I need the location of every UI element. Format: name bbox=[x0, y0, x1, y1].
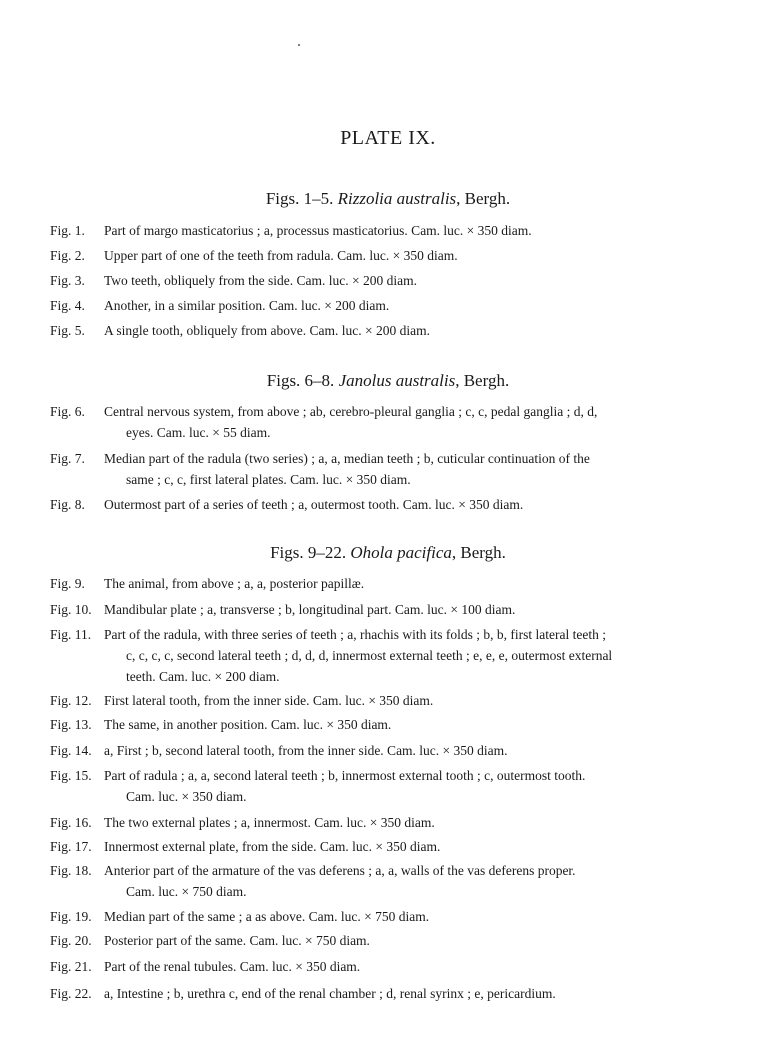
fig-label: Fig. 12. bbox=[50, 693, 92, 708]
caption-line: Anterior part of the armature of the vas deferens ; a, a, walls of the vas deferens proper. bbox=[104, 863, 576, 878]
caption-line: Part of radula ; a, a, second lateral teeth ; b, innermost external tooth ; c, outermost tooth. bbox=[104, 768, 586, 783]
caption-line: First lateral tooth, from the inner side. Cam. luc. × 350 diam. bbox=[104, 693, 434, 708]
fig-caption bbox=[50, 624, 718, 687]
caption-line: The two external plates ; a, innermost. Cam. luc. × 350 diam. bbox=[104, 815, 435, 830]
caption-line: Part of margo masticatorius ; a, processus masticatorius. Cam. luc. × 350 diam. bbox=[104, 223, 532, 238]
fig-caption bbox=[50, 714, 718, 735]
section-author: , Bergh. bbox=[456, 189, 511, 208]
fig-caption bbox=[50, 836, 718, 857]
caption-line: a, First ; b, second lateral tooth, from the inner side. Cam. luc. × 350 diam. bbox=[104, 743, 508, 758]
fig-caption bbox=[50, 690, 718, 711]
fig-entry-19 bbox=[50, 906, 718, 927]
fig-entry-1 bbox=[50, 220, 718, 241]
fig-label: Fig. 1. bbox=[50, 223, 85, 238]
fig-entry-16 bbox=[50, 812, 718, 833]
fig-entry-12 bbox=[50, 690, 718, 711]
species-name: Ohola pacifica bbox=[350, 543, 452, 562]
fig-entry-2 bbox=[50, 245, 718, 266]
fig-label: Fig. 9. bbox=[50, 576, 85, 591]
fig-label: Fig. 14. bbox=[50, 743, 92, 758]
section-author: , Bergh. bbox=[455, 371, 510, 390]
fig-caption bbox=[50, 860, 718, 902]
caption-line: The animal, from above ; a, a, posterior papillæ. bbox=[104, 576, 365, 591]
fig-entry-7 bbox=[50, 448, 718, 490]
fig-caption bbox=[50, 245, 718, 266]
caption-line: Posterior part of the same. Cam. luc. × 750 diam. bbox=[104, 933, 370, 948]
caption-line: eyes. Cam. luc. × 55 diam. bbox=[126, 425, 271, 440]
fig-caption bbox=[50, 448, 718, 490]
fig-caption bbox=[50, 573, 718, 594]
section-prefix: Figs. 1–5. bbox=[265, 189, 334, 208]
caption-line: Innermost external plate, from the side. Cam. luc. × 350 diam. bbox=[104, 839, 441, 854]
caption-line: Central nervous system, from above ; ab, cerebro-pleural ganglia ; c, c, pedal ganglia ; d, d, bbox=[104, 404, 598, 419]
caption-line: Another, in a similar position. Cam. luc. × 200 diam. bbox=[104, 298, 390, 313]
fig-entry-14 bbox=[50, 740, 718, 761]
fig-entry-5 bbox=[50, 320, 718, 341]
fig-caption bbox=[50, 765, 718, 807]
caption-line: Outermost part of a series of teeth ; a, outermost tooth. Cam. luc. × 350 diam. bbox=[104, 497, 524, 512]
fig-entry-21 bbox=[50, 956, 718, 977]
fig-entry-3 bbox=[50, 270, 718, 291]
fig-caption bbox=[50, 599, 718, 620]
fig-label: Fig. 17. bbox=[50, 839, 92, 854]
caption-line: Two teeth, obliquely from the side. Cam. luc. × 200 diam. bbox=[104, 273, 417, 288]
fig-caption bbox=[50, 401, 718, 443]
caption-line: a, Intestine ; b, urethra c, end of the renal chamber ; d, renal syrinx ; e, pericardium. bbox=[104, 986, 556, 1001]
fig-entry-15 bbox=[50, 765, 718, 807]
caption-line: Median part of the radula (two series) ; a, a, median teeth ; b, cuticular continuation of the bbox=[104, 451, 590, 466]
caption-line: teeth. Cam. luc. × 200 diam. bbox=[126, 669, 280, 684]
fig-label: Fig. 5. bbox=[50, 323, 85, 338]
caption-line: c, c, c, c, second lateral teeth ; d, d, d, innermost external teeth ; e, e, e, outermost external bbox=[126, 648, 613, 663]
fig-entry-8 bbox=[50, 494, 718, 515]
caption-line: Cam. luc. × 350 diam. bbox=[126, 789, 247, 804]
fig-label: Fig. 2. bbox=[50, 248, 85, 263]
section-author: , Bergh. bbox=[451, 543, 506, 562]
fig-label: Fig. 21. bbox=[50, 959, 92, 974]
fig-label: Fig. 19. bbox=[50, 909, 92, 924]
fig-entry-6 bbox=[50, 401, 718, 443]
fig-entry-10 bbox=[50, 599, 718, 620]
fig-caption bbox=[50, 220, 718, 241]
fig-caption bbox=[50, 295, 718, 316]
fig-label: Fig. 13. bbox=[50, 717, 92, 732]
fig-caption bbox=[50, 320, 718, 341]
species-name: Janolus australis bbox=[338, 371, 456, 390]
fig-label: Fig. 11. bbox=[50, 627, 92, 642]
fig-label: Fig. 8. bbox=[50, 497, 85, 512]
fig-label: Fig. 10. bbox=[50, 602, 92, 617]
fig-entry-22 bbox=[50, 983, 718, 1004]
species-name: Rizzolia australis bbox=[337, 189, 457, 208]
fig-label: Fig. 20. bbox=[50, 933, 92, 948]
caption-line: same ; c, c, first lateral plates. Cam. luc. × 350 diam. bbox=[126, 472, 411, 487]
plate-title: PLATE IX. bbox=[340, 127, 436, 149]
caption-line: The same, in another position. Cam. luc. × 350 diam. bbox=[104, 717, 392, 732]
fig-caption bbox=[50, 983, 718, 1004]
caption-line: Cam. luc. × 750 diam. bbox=[126, 884, 247, 899]
fig-entry-20 bbox=[50, 930, 718, 951]
caption-line: A single tooth, obliquely from above. Cam. luc. × 200 diam. bbox=[104, 323, 430, 338]
section-prefix: Figs. 9–22. bbox=[270, 543, 347, 562]
caption-line: Part of the radula, with three series of teeth ; a, rhachis with its folds ; b, b, first lateral teeth ; bbox=[104, 627, 606, 642]
fig-caption bbox=[50, 494, 718, 515]
fig-label: Fig. 6. bbox=[50, 404, 85, 419]
fig-label: Fig. 18. bbox=[50, 863, 92, 878]
fig-caption bbox=[50, 930, 718, 951]
section-heading-janolus bbox=[0, 371, 776, 391]
fig-label: Fig. 3. bbox=[50, 273, 85, 288]
print-speck bbox=[298, 44, 300, 46]
fig-entry-4 bbox=[50, 295, 718, 316]
caption-line: Part of the renal tubules. Cam. luc. × 350 diam. bbox=[104, 959, 361, 974]
fig-label: Fig. 15. bbox=[50, 768, 92, 783]
fig-entry-18 bbox=[50, 860, 718, 902]
fig-entry-13 bbox=[50, 714, 718, 735]
fig-caption bbox=[50, 740, 718, 761]
fig-caption bbox=[50, 812, 718, 833]
fig-caption bbox=[50, 956, 718, 977]
caption-line: Median part of the same ; a as above. Cam. luc. × 750 diam. bbox=[104, 909, 430, 924]
caption-line: Mandibular plate ; a, transverse ; b, longitudinal part. Cam. luc. × 100 diam. bbox=[104, 602, 516, 617]
caption-line: Upper part of one of the teeth from radula. Cam. luc. × 350 diam. bbox=[104, 248, 458, 263]
section-heading-rizzolia bbox=[0, 189, 776, 209]
fig-entry-11 bbox=[50, 624, 718, 687]
fig-entry-9 bbox=[50, 573, 718, 594]
section-heading-ohola bbox=[0, 543, 776, 563]
section-prefix: Figs. 6–8. bbox=[266, 371, 335, 390]
fig-caption bbox=[50, 906, 718, 927]
fig-entry-17 bbox=[50, 836, 718, 857]
fig-label: Fig. 7. bbox=[50, 451, 85, 466]
fig-label: Fig. 22. bbox=[50, 986, 92, 1001]
fig-caption bbox=[50, 270, 718, 291]
fig-label: Fig. 16. bbox=[50, 815, 92, 830]
fig-label: Fig. 4. bbox=[50, 298, 85, 313]
